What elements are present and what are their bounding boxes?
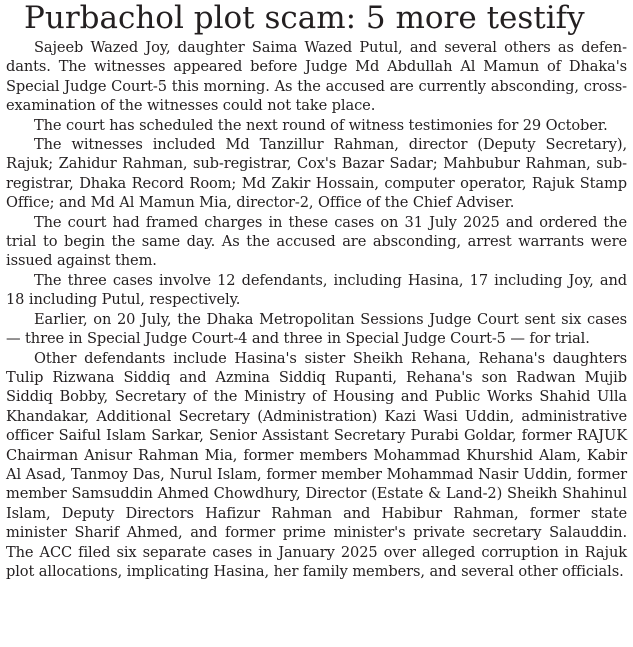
paragraph-4: The court had framed charges in these cases on 31 July 2025 and ordered the trial to begin the same day. As the accused are absconding, arrest warrants were issued against them. xyxy=(6,213,627,270)
paragraph-2: The court has scheduled the next round of witness testimonies for 29 October. xyxy=(34,116,608,134)
paragraph-6: Earlier, on 20 July, the Dhaka Metropolitan Sessions Judge Court sent six cases — three in Special Judge Court-4 and three in Special Judge Court-5 — for trial. xyxy=(6,310,627,348)
article-body xyxy=(6,38,627,581)
paragraph-3: The witnesses included Md Tanzillur Rahman, director (Deputy Secretary), Rajuk; Zahidur Rahman, sub-registrar, Cox's Bazar Sadar; Mahbubur Rahman, sub-registrar, Dhaka Record Room; Md Zakir Hossain, computer operator, Rajuk Stamp Office; and Md Al Mamun Mia, director-2, Office of the Chief Adviser. xyxy=(6,136,627,212)
paragraph-1: Sajeeb Wazed Joy, daughter Saima Wazed Putul, and several others as defendants. The witnesses appeared before Judge Md Abdullah Al Mamun of Dhaka's Special Judge Court-5 this morning. As the accused are currently absconding, cross-examination of the witnesses could not take place. xyxy=(6,39,627,115)
headline: Purbachol plot scam: 5 more testify xyxy=(24,0,585,36)
paragraph-5: The three cases involve 12 defendants, including Hasina, 17 including Joy, and 18 including Putul, respectively. xyxy=(6,271,627,309)
paragraph-7: Other defendants include Hasina's sister Sheikh Rehana, Rehana's daughters Tulip Rizwana Siddiq and Azmina Siddiq Rupanti, Rehana's son Radwan Mujib Siddiq Bobby, Secretary of the Ministry of Housing and Public Works Shahid Ulla Khandakar, Additional Secretary (Administration) Kazi Wasi Uddin, administrative officer Saiful Islam Sarkar, Senior Assistant Secretary Purabi Goldar, former RAJUK Chairman Anisur Rahman Mia, former members Mohammad Khurshid Alam, Kabir Al Asad, Tanmoy Das, Nurul Islam, former member Mohammad Nasir Uddin, former member Samsuddin Ahmed Chowdhury, Director (Estate & Land-2) Sheikh Shahinul Islam, Deputy Directors Hafizur Rahman and Habibur Rahman, former state minister Sharif Ahmed, and former prime minister's private secretary Salauddin. The ACC filed six separate cases in January 2025 over alleged corruption in Rajuk plot allocations, implicating Hasina, her family members, and several other officials. xyxy=(6,349,627,580)
